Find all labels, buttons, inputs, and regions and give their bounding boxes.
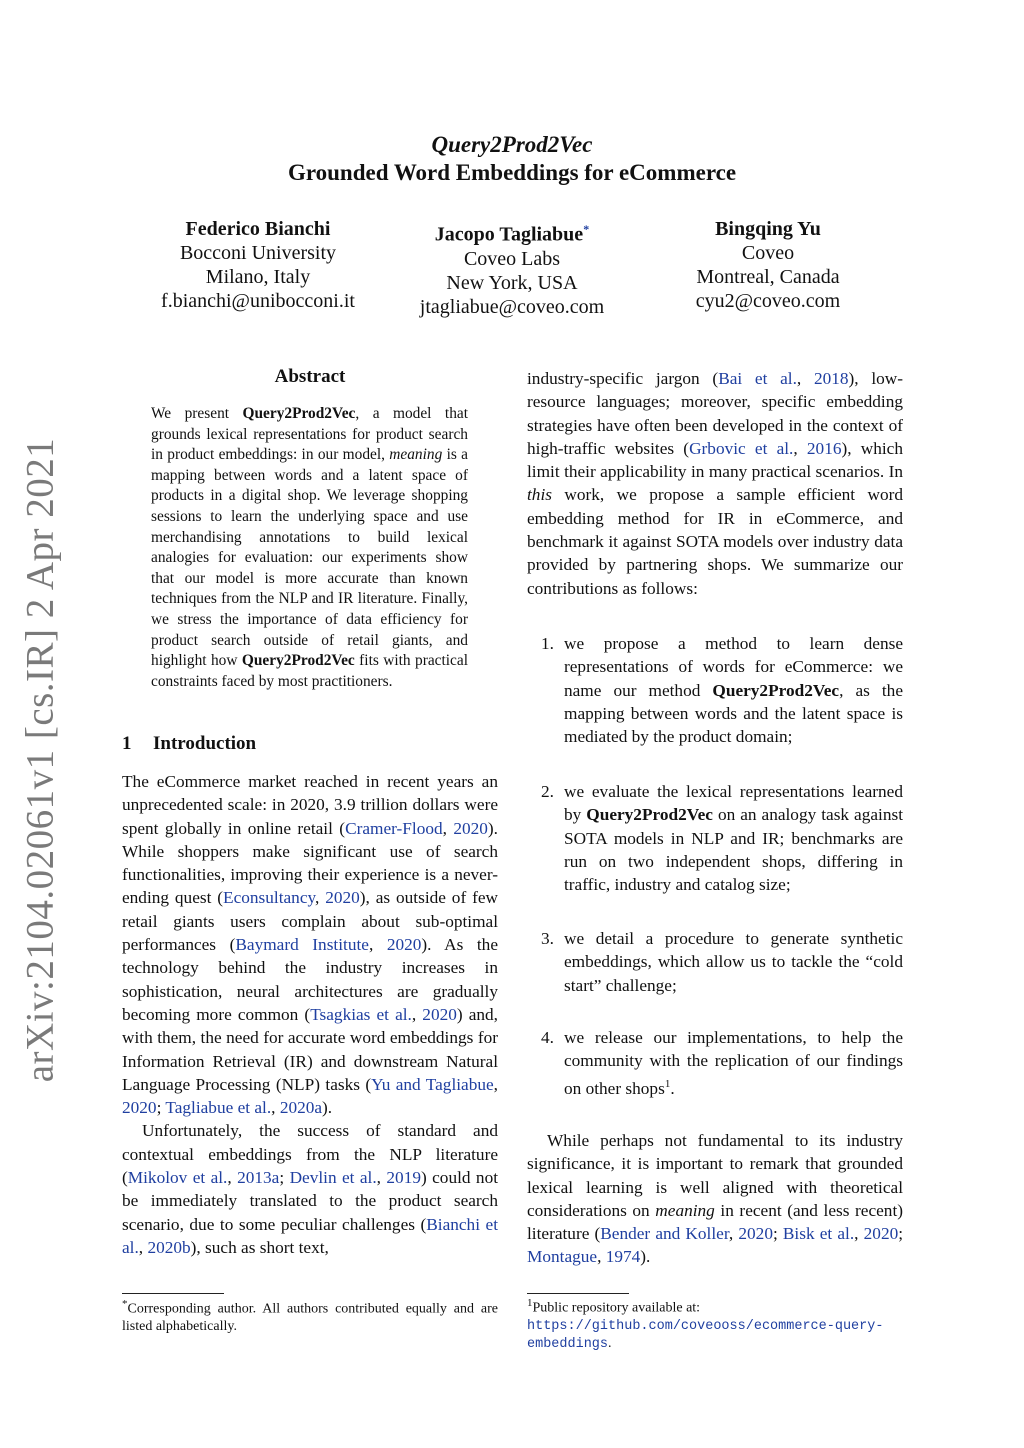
model-name: Query2Prod2Vec [241, 652, 355, 670]
citation-link[interactable]: Montague [527, 1247, 598, 1267]
author-location: Montreal, Canada [696, 266, 840, 288]
citation-link[interactable]: Tagliabue et al. [165, 1098, 272, 1118]
citation-year-link[interactable]: 2016 [806, 438, 842, 458]
citation-link[interactable]: Bender and Koller [600, 1224, 729, 1244]
citation-year-link[interactable]: 2020 [122, 1098, 157, 1118]
citation-year-link[interactable]: 2020 [738, 1224, 773, 1244]
list-number: 4. [541, 1028, 554, 1047]
citation-link[interactable]: Baymard Institute [235, 935, 369, 955]
section-title: Introduction [153, 733, 257, 754]
section-heading-introduction [122, 733, 256, 755]
model-name: Query2Prod2Vec [712, 680, 840, 700]
footnote-ref[interactable]: 1 [664, 1077, 671, 1090]
model-name: Query2Prod2Vec [586, 805, 713, 825]
author-affiliation: Bocconi University [179, 242, 337, 264]
abstract-heading: Abstract [274, 366, 346, 387]
footnote-rule-right [527, 1293, 629, 1294]
author-2 [402, 217, 622, 319]
author-name: Bingqing Yu [715, 218, 821, 240]
author-location: Milano, Italy [205, 266, 311, 288]
list-number: 2. [541, 782, 554, 801]
list-number: 3. [541, 929, 554, 948]
introduction-body-continued [527, 367, 903, 600]
title-line-1: Query2Prod2Vec [431, 132, 593, 157]
citation-link[interactable]: Mikolov et al. [127, 1168, 228, 1188]
contribution-item: 4. we release our implementations, to help the community with the replication of our findings on other shops$^1$. [541, 1028, 903, 1098]
list-number: 1. [541, 634, 554, 653]
citation-link[interactable]: Bianchi et al. [122, 1214, 498, 1257]
citation-year-link[interactable]: 2020 [863, 1224, 899, 1244]
contribution-item: 1. we propose a method to learn dense representations of words for eCommerce: we name our method Query2Prod2Vec, as the mapping between words and the latent space is mediated by the product domain; [541, 634, 903, 747]
citation-year-link[interactable]: 2020b [147, 1237, 191, 1257]
footnote-mark: * [122, 1298, 128, 1310]
abstract-body: We present Query2Prod2Vec, a model that grounds lexical representations for product search in product embeddings: in our model, meaning is a mapping between words and a latent space of products in a digital shop. We leverage shopping sessions to learn the underlying space and use merchandising annotations to build lexical analogies for evaluation: our experiments show that our model is more accurate than known techniques from the NLP and IR literature. Finally, we stress the importance of data efficiency for product search outside of retail giants, and highlight how Query2Prod2Vec fits with practical constraints faced by most practitioners. [151, 405, 469, 690]
model-name: Query2Prod2Vec [242, 405, 356, 422]
citation-year-link[interactable]: 2018 [813, 369, 849, 388]
author-3 [658, 217, 878, 313]
repository-link[interactable]: https://github.com/coveooss/ecommerce-query-embeddings [527, 1318, 884, 1352]
author-email[interactable]: jtagliabue@coveo.com [419, 295, 605, 318]
citation-year-link[interactable]: 2020 [422, 1004, 457, 1024]
footnote-repository: $^1$Public repository available at: https://github.com/coveooss/ecommerce-query-embeddings. [527, 1297, 884, 1352]
section-number: 1 [122, 733, 132, 754]
citation-year-link[interactable]: 2020a [279, 1098, 323, 1118]
author-email[interactable]: f.bianchi@unibocconi.it [161, 290, 355, 312]
contribution-item: 3. we detail a procedure to generate synthetic embeddings, which allow us to tackle the “cold start” challenge; [541, 929, 903, 995]
corresponding-mark[interactable]: * [583, 222, 590, 236]
author-name: Jacopo Tagliabue [434, 223, 584, 246]
author-affiliation: Coveo Labs [463, 247, 561, 270]
author-email[interactable]: cyu2@coveo.com [695, 290, 841, 312]
citation-year-link[interactable]: 2020 [453, 818, 488, 838]
author-1 [148, 217, 368, 313]
arxiv-stamp [10, 437, 70, 1083]
introduction-body [122, 770, 498, 1259]
author-name: Federico Bianchi [185, 218, 331, 240]
citation-link[interactable]: Econsultancy [223, 888, 316, 908]
citation-link[interactable]: Bisk et al. [782, 1224, 855, 1244]
author-affiliation: Coveo [741, 242, 795, 264]
citation-year-link[interactable]: 2013a [237, 1168, 280, 1188]
contribution-item: 2. we evaluate the lexical representations learned by Query2Prod2Vec on an analogy task against SOTA models in NLP and IR; benchmarks are run on two independent shops, differing in traffic, industry and catalog size; [541, 782, 903, 895]
author-location: New York, USA [446, 271, 578, 294]
footnote-rule-left [122, 1293, 224, 1294]
intro-paragraph-4: While perhaps not fundamental to its industry significance, it is important to remark that grounded lexical learning is well aligned with theoretical considerations on meaning in recent (and less recent) literature (Bender and Koller, 2020; Bisk et al., 2020; Montague, 1974). [527, 1131, 904, 1267]
citation-link[interactable]: Cramer-Flood [345, 818, 443, 838]
intro-paragraph-3: industry-specific jargon (Bai et al., 2018), low-resource languages; moreover, specific embedding strategies have often been developed in the context of high-traffic websites (Grbovic et al., 2016), which limit their applicability in many practical scenarios. In this work, we propose a sample efficient word embedding method for IR in eCommerce, and benchmark it against SOTA models over industry data provided by partnering shops. We summarize our contributions as follows: [527, 369, 903, 598]
footnote-mark: 1 [527, 1297, 533, 1309]
citation-link[interactable]: Bai et al. [718, 369, 797, 388]
title-line-2: Grounded Word Embeddings for eCommerce [287, 160, 737, 185]
citation-link[interactable]: Grbovic et al. [689, 438, 794, 458]
citation-link[interactable]: Tsagkias et al. [310, 1004, 412, 1024]
citation-year-link[interactable]: 2020 [325, 888, 360, 908]
citation-year-link[interactable]: 2019 [386, 1168, 421, 1188]
citation-year-link[interactable]: 1974 [605, 1247, 641, 1267]
citation-year-link[interactable]: 2020 [386, 935, 422, 955]
intro-paragraph-1: The eCommerce market reached in recent years an unprecedented scale: in 2020, 3.9 trillion dollars were spent globally in online retail (Cramer-Flood, 2020). While shoppers make significant use of search functionalities, improving their experience is a never-ending quest (Econsultancy, 2020), as outside of few retail giants users complain about sub-optimal performances (Baymard Institute, 2020). As the technology behind the industry increases in sophistication, neural architectures are gradually becoming more common (Tsagkias et al., 2020) and, with them, the need for accurate word embeddings for Information Retrieval (IR) and downstream Natural Language Processing (NLP) tasks (Yu and Tagliabue, 2020; Tagliabue et al., 2020a). [122, 772, 498, 1118]
intro-paragraph-2: Unfortunately, the success of standard and contextual embeddings from the NLP literature (Mikolov et al., 2013a; Devlin et al., 2019) could not be immediately translated to the product search scenario, due to some peculiar challenges (Bianchi et al., 2020b), such as short text, [122, 1121, 499, 1257]
arxiv-stamp-text: arXiv:2104.02061v1 [cs.IR] 2 Apr 2021 [18, 437, 62, 1083]
citation-link[interactable]: Devlin et al. [289, 1168, 377, 1188]
paper-title [0, 131, 1024, 187]
citation-link[interactable]: Yu and Tagliabue [371, 1074, 494, 1094]
footnote-corresponding: *Corresponding author. All authors contributed equally and are listed alphabetically. [122, 1298, 498, 1334]
